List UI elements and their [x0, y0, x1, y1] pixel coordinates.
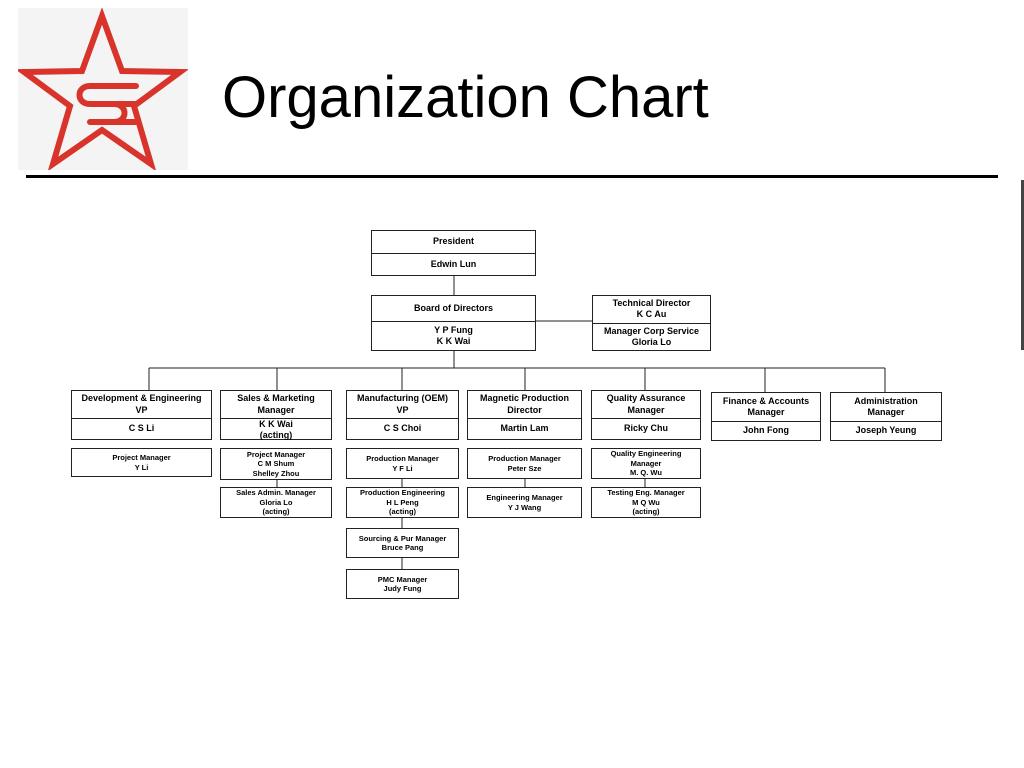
- slide-title: Organization Chart: [222, 65, 709, 130]
- sub-production-manager-box: [346, 448, 459, 479]
- dept-head: Joseph Yeung: [855, 425, 917, 436]
- sub-role: Production Manager: [488, 454, 561, 464]
- dept-title: Manufacturing (OEM): [357, 393, 448, 404]
- dept-role: Manager: [257, 404, 295, 415]
- sub-name: M. Q. Wu: [630, 468, 662, 478]
- sub-role: Sourcing & Pur Manager: [358, 533, 447, 543]
- dept-head: Ricky Chu: [623, 423, 668, 434]
- sub-sourcing-box: [346, 528, 459, 558]
- dept-finance-accounts-box: [711, 392, 821, 441]
- sub-role: PMC Manager: [377, 574, 428, 584]
- board-member: K K Wai: [436, 336, 471, 346]
- dept-title: Finance & Accounts: [722, 395, 810, 406]
- sub-role: Quality Engineering: [610, 449, 682, 459]
- dept-magnetic-production-box: [467, 390, 582, 440]
- dept-role: Manager: [867, 407, 905, 417]
- sub-name: C M Shum: [257, 459, 295, 469]
- corp-service-title: Manager Corp Service: [603, 325, 700, 336]
- dept-sales-marketing-box: [220, 390, 332, 440]
- dept-administration-box: [830, 392, 942, 441]
- dept-role: Director: [507, 404, 542, 415]
- technical-director-title: Technical Director: [612, 298, 691, 308]
- sub-name: M Q Wu: [632, 497, 660, 507]
- dept-title: Development & Engineering: [81, 393, 202, 404]
- dept-head: Martin Lam: [500, 423, 549, 434]
- company-logo: [18, 8, 188, 170]
- board-title: Board of Directors: [413, 302, 493, 313]
- sub-name: Y Li: [134, 462, 149, 472]
- red-star-logo-icon: [18, 8, 188, 170]
- sub-engineering-manager-box: [467, 487, 582, 518]
- dept-role: VP: [135, 404, 148, 415]
- technical-director-name: K C Au: [636, 309, 667, 320]
- sub-role: Manager: [630, 458, 662, 468]
- dept-head: C S Choi: [383, 423, 422, 434]
- dept-manufacturing-box: [346, 390, 459, 440]
- technical-director-box: [592, 295, 711, 351]
- sub-name: Gloria Lo: [259, 497, 293, 507]
- sub-name: Shelley Zhou: [252, 468, 300, 478]
- sub-name: Bruce Pang: [381, 543, 424, 552]
- sub-role: Testing Eng. Manager: [607, 488, 685, 498]
- sub-project-manager-box: [220, 448, 332, 480]
- sub-note: (acting): [262, 507, 290, 517]
- sub-pmc-manager-box: [346, 569, 459, 599]
- sub-name: H L Peng: [386, 497, 419, 507]
- dept-head-note: (acting): [259, 430, 293, 441]
- board-of-directors-box: [371, 295, 536, 351]
- sub-role: Project Manager: [112, 453, 171, 463]
- sub-name: Judy Fung: [383, 584, 422, 593]
- sub-project-manager-box: [71, 448, 212, 477]
- dept-head: John Fong: [743, 425, 789, 436]
- dept-head: K K Wai: [259, 419, 293, 429]
- dept-dev-engineering-box: [71, 390, 212, 440]
- dept-role: VP: [396, 404, 409, 415]
- dept-role: Manager: [747, 407, 785, 417]
- president-title: President: [432, 236, 474, 247]
- president-name: Edwin Lun: [372, 253, 535, 276]
- corp-service-name: Gloria Lo: [631, 336, 672, 347]
- sub-role: Production Manager: [366, 454, 439, 464]
- sub-role: Production Engineering: [359, 488, 445, 498]
- sub-testing-eng-box: [591, 487, 701, 518]
- sub-quality-engineering-box: [591, 448, 701, 479]
- sub-role: Sales Admin. Manager: [236, 488, 316, 498]
- board-member: Y P Fung: [434, 324, 473, 335]
- dept-head: C S Li: [128, 423, 155, 434]
- sub-production-engineering-box: [346, 487, 459, 518]
- dept-title: Magnetic Production: [479, 393, 569, 404]
- sub-production-manager-box: [467, 448, 582, 479]
- dept-title: Administration: [854, 395, 918, 406]
- dept-quality-assurance-box: [591, 390, 701, 440]
- sub-name: Peter Sze: [507, 463, 542, 473]
- dept-title: Sales & Marketing: [237, 393, 315, 404]
- sub-note: (acting): [632, 507, 660, 517]
- sub-sales-admin-box: [220, 487, 332, 518]
- sub-name: Y F Li: [392, 463, 413, 473]
- sub-note: (acting): [388, 507, 417, 517]
- president-box: [371, 230, 536, 276]
- sub-role: Project Manager: [246, 449, 306, 459]
- title-divider: [26, 175, 998, 178]
- dept-title: Quality Assurance: [606, 393, 686, 404]
- sub-role: Engineering Manager: [486, 493, 563, 503]
- sub-name: Y J Wang: [507, 502, 542, 512]
- dept-role: Manager: [627, 404, 665, 415]
